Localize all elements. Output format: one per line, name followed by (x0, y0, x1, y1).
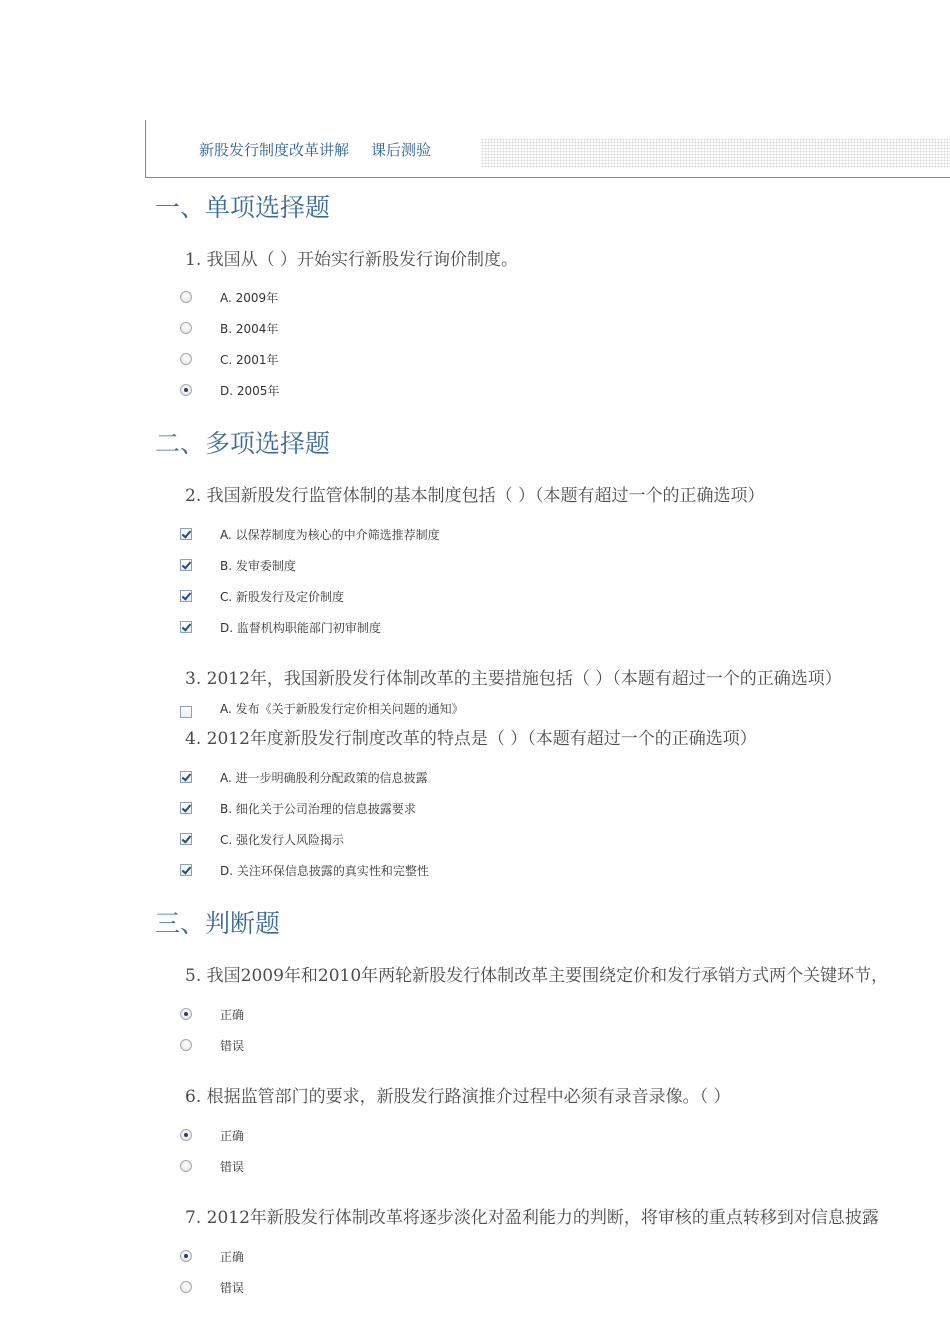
option-label: D. 2005年 (220, 384, 280, 398)
checkbox-checked[interactable] (180, 771, 192, 783)
option-label: D. 监督机构职能部门初审制度 (220, 621, 381, 635)
tab-post-quiz[interactable]: 课后测验 (371, 141, 432, 159)
checkbox-checked[interactable] (180, 833, 192, 845)
question-3: 3. 2012年，我国新股发行体制改革的主要措施包括（ ）（本题有超过一个的正确选项） (185, 669, 842, 689)
question-6: 6. 根据监管部门的要求，新股发行路演推介过程中必须有录音录像。（ ） (185, 1087, 731, 1107)
checkbox[interactable] (180, 706, 192, 718)
checkbox-checked[interactable] (180, 621, 192, 633)
header-tabs (199, 139, 431, 160)
radio-button-selected[interactable] (180, 1008, 192, 1020)
q2-option-d[interactable] (180, 618, 381, 636)
option-label: C. 强化发行人风险揭示 (220, 833, 345, 847)
header-dotted-pattern (481, 138, 950, 168)
checkbox-checked[interactable] (180, 864, 192, 876)
radio-button[interactable] (180, 1039, 192, 1051)
header-bar (145, 120, 950, 178)
q6-option-true[interactable] (180, 1126, 245, 1144)
q1-option-a[interactable] (180, 288, 279, 306)
option-label: A. 以保荐制度为核心的中介筛选推荐制度 (220, 528, 440, 542)
q1-option-c[interactable] (180, 350, 279, 368)
q2-option-a[interactable] (180, 525, 440, 543)
q6-option-false[interactable] (180, 1157, 245, 1175)
q4-option-c[interactable] (180, 830, 345, 848)
option-label: 错误 (220, 1160, 245, 1174)
radio-button[interactable] (180, 291, 192, 303)
option-label: C. 新股发行及定价制度 (220, 590, 345, 604)
q4-option-d[interactable] (180, 861, 429, 879)
checkbox-checked[interactable] (180, 559, 192, 571)
q1-option-d[interactable] (180, 381, 280, 399)
option-label: B. 2004年 (220, 322, 279, 336)
radio-button-selected[interactable] (180, 1250, 192, 1262)
option-label: C. 2001年 (220, 353, 279, 367)
radio-button[interactable] (180, 1281, 192, 1293)
radio-button-selected[interactable] (180, 384, 192, 396)
question-7: 7. 2012年新股发行体制改革将逐步淡化对盈利能力的判断，将审核的重点转移到对信息披露 (185, 1208, 879, 1228)
option-label: A. 2009年 (220, 291, 279, 305)
checkbox-checked[interactable] (180, 802, 192, 814)
option-label: A. 进一步明确股利分配政策的信息披露 (220, 771, 428, 785)
q7-option-false[interactable] (180, 1278, 245, 1296)
q1-option-b[interactable] (180, 319, 279, 337)
option-label: 错误 (220, 1039, 245, 1053)
option-label: B. 发审委制度 (220, 559, 296, 573)
q2-option-c[interactable] (180, 587, 345, 605)
option-label: 正确 (220, 1250, 245, 1264)
option-label: B. 细化关于公司治理的信息披露要求 (220, 802, 416, 816)
option-label: D. 关注环保信息披露的真实性和完整性 (220, 864, 429, 878)
section-title-single-choice: 一、单项选择题 (155, 193, 331, 222)
option-label: 正确 (220, 1129, 245, 1143)
section-title-multiple-choice: 二、多项选择题 (155, 429, 331, 458)
q7-option-true[interactable] (180, 1247, 245, 1265)
q4-option-a[interactable] (180, 768, 428, 786)
q5-option-false[interactable] (180, 1036, 245, 1054)
section-title-true-false: 三、判断题 (155, 909, 281, 938)
radio-button[interactable] (180, 322, 192, 334)
radio-button-selected[interactable] (180, 1129, 192, 1141)
question-2: 2. 我国新股发行监管体制的基本制度包括（ ）（本题有超过一个的正确选项） (185, 486, 765, 506)
option-label: 错误 (220, 1281, 245, 1295)
checkbox-checked[interactable] (180, 528, 192, 540)
question-4: 4. 2012年度新股发行制度改革的特点是（ ）（本题有超过一个的正确选项） (185, 729, 757, 749)
question-5: 5. 我国2009年和2010年两轮新股发行体制改革主要围绕定价和发行承销方式两个关键环节， (185, 966, 889, 986)
radio-button[interactable] (180, 353, 192, 365)
q4-option-b[interactable] (180, 799, 416, 817)
checkbox-checked[interactable] (180, 590, 192, 602)
option-label: 正确 (220, 1008, 245, 1022)
q2-option-b[interactable] (180, 556, 296, 574)
tab-course-lecture[interactable]: 新股发行制度改革讲解 (199, 141, 350, 159)
q3-clipped-option (178, 702, 498, 716)
clipped-option-label: A. 发布《关于新股发行定价相关问题的通知》 (220, 702, 464, 716)
question-1: 1. 我国从（ ）开始实行新股发行询价制度。 (185, 250, 519, 270)
q5-option-true[interactable] (180, 1005, 245, 1023)
radio-button[interactable] (180, 1160, 192, 1172)
